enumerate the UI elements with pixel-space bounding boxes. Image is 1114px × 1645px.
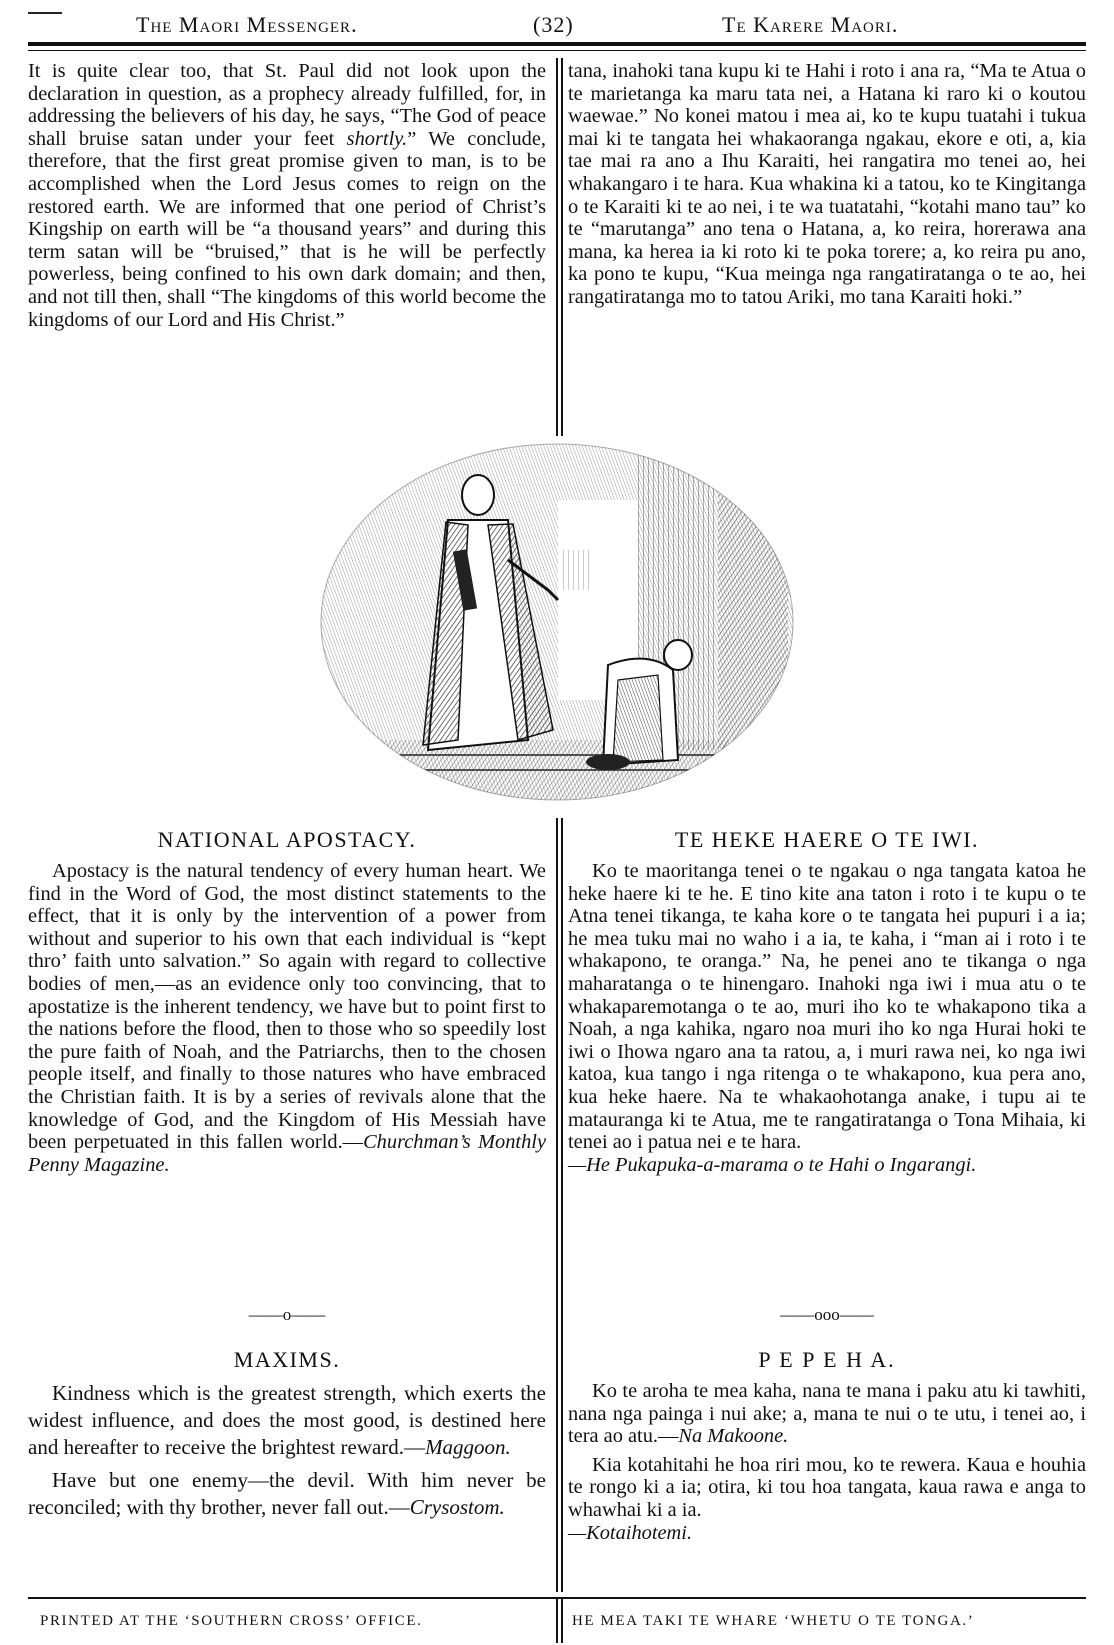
maxims-second-paragraph: Have but one enemy—the devil. With him never be reconciled; with thy brother, never fall out.—Crysostom. xyxy=(28,1468,546,1519)
footer-divider xyxy=(556,1599,563,1643)
pepeha-second-source: —Kotaihotemi. xyxy=(568,1521,693,1544)
maxims-heading: MAXIMS. xyxy=(233,1347,341,1372)
header-right-title: Te Karere Maori. xyxy=(722,12,899,37)
pepeha-heading: P E P E H A. xyxy=(758,1347,896,1372)
te-heke-heading: TE HEKE HAERE O TE IWI. xyxy=(674,827,980,852)
header-page-number: (32) xyxy=(533,12,574,37)
header-thin-rule xyxy=(28,50,1086,51)
national-apostacy-heading: NATIONAL APOSTACY. xyxy=(157,827,417,852)
engraving-illustration xyxy=(318,440,796,805)
top-maori-column xyxy=(568,60,1086,309)
right-section-divider: ——ooo—— xyxy=(780,1305,874,1324)
top-column-divider xyxy=(556,58,563,436)
pepeha-first-source: Na Makoone. xyxy=(678,1425,789,1448)
national-apostacy-body: Apostacy is the natural tendency of every human heart. We find in the Word of God, the most distinct statements to the effect, that it is only by the intervention of a power from without and superior to his own that each individual is “kept thro’ faith unto salvation.” So again with regard to collective bodies of men,—as an evidence only too convincing, that to apostatize is the inherent tendency, we have but to point first to the nations before the flood, then to those who so speedily lost the pure faith of Noah, and the Patriarchs, then to the chosen people itself, and finally to those natures who have embraced the Christian faith. It is by a series of revivals alone that the knowledge of God, and the Kingdom of His Messiah have been perpetuated in this fallen world.—Churchman’s Monthly Penny Magazine. xyxy=(28,860,546,1176)
maxims-first-paragraph: Kindness which is the greatest strength, which exerts the widest influence, and does the most good, is destined here and hereafter to receive the brightest reward.—Maggoon. xyxy=(28,1381,546,1459)
top-english-italic: shortly. xyxy=(346,127,408,150)
page-header xyxy=(28,4,1086,44)
footer-right-imprint: HE MEA TAKI TE WHARE ‘WHETU O TE TONGA.’ xyxy=(572,1613,975,1629)
top-maori-paragraph: tana, inahoki tana kupu ki te Hahi i roto i ana ra, “Ma te Atua o te marietanga ka maru tata nei, a Hatana ki raro ki o koutou waewae.” No konei matou i mea ai, ko te kupu tuatahi i tukua mai ki te tangata hei whakaoranga ngakau, ekore e oti, a, kia tae mai ra ano a Ihu Karaiti, hei rangatira mo tenei ao, hei whakangaro i te hara. Kua whakina ki a tatou, ko te Kingitanga o te Karaiti ki te ao nei, i te wa tuatatahi, “kotahi mano tau” ko te “marutanga” ano tena o Hatana, a, ko reira, horerawa ana mana, ka herea ia ki roto ki te poka torere; a, ko reira pu ano, ka pono te kupu, “Kua meinga nga rangatiratanga o te ao, hei rangatiratanga mo to tatou Ariki, mo tana Karaiti hoki.” xyxy=(568,60,1086,308)
pepeha-article xyxy=(568,1380,1086,1544)
national-apostacy-source: Churchman’s Monthly Penny Magazine. xyxy=(28,1131,546,1176)
main-column-divider xyxy=(556,818,563,1592)
header-ornament-line xyxy=(28,12,62,14)
top-english-column xyxy=(28,60,546,331)
pepeha-first-paragraph: Ko te aroha te mea kaha, nana te mana i paku atu ki tawhiti, nana nga painga i nui ake; a, mana te nui o te utu, i tenei ao, i tera ao atu.—Na Makoone. xyxy=(568,1380,1086,1448)
te-heke-body: Ko te maoritanga tenei o te ngakau o nga tangata katoa he heke haere ki te he. E tino kite ana taton i roto i te kupu o te Atna tenei tikanga, te kaha kore o te tangata hei pupuri i a ia; he mea tuku mai no waho i a ia, te kaha, i “man ai i roto i te whakapono, te oranga.” Na, he penei ano te tikanga o nga maharatanga o te hinengaro. Inahoki nga iwi i mua atu o te whakaparemotanga o te ao, muri iho ko te whakapono tika a Noah, a nga kahika, ngaro noa muri iho ko nga Hurai hoki te iwi o Ihowa ngaro ana ta ratou, a, i muri rawa nei, ko nga iwi katoa, kua tango i nga ritenga o te whakapono, kua pera ano, kua heke haere. Na te whakaohotanga anake, i tupu ai te matauranga ki te Atua, me te rangatiratanga o Tona Mihaia, ki tenei ao i patua nei e te hara. xyxy=(568,860,1086,1154)
footer-left-imprint: PRINTED AT THE ‘SOUTHERN CROSS’ OFFICE. xyxy=(40,1613,423,1629)
te-heke-article xyxy=(568,860,1086,1176)
pepeha-second-paragraph: Kia kotahitahi he hoa riri mou, ko te rewera. Kaua e houhia te rongo ki a ia; otira, ki tou hoa tangata, kaua rawa e anga to whawhai ki a ia. xyxy=(568,1453,1086,1521)
maxims-article xyxy=(28,1380,546,1521)
maxims-second-source: Crysostom. xyxy=(409,1495,505,1519)
national-apostacy-article xyxy=(28,860,546,1176)
top-english-paragraph: It is quite clear too, that St. Paul did not look upon the declaration in question, as a prophecy already fulfilled, for, in addressing the believers of his day, he says, “The God of peace shall bruise satan under your feet shortly.” We conclude, therefore, that the first great promise given to man, is to be accomplished when the Lord Jesus comes to reign on the restored earth. We are informed that one period of Christ’s Kingship on earth will be “a thousand years” and during this term satan will be “bruised,” that is he will be perfectly powerless, being confined to his own dark domain; and then, and not till then, shall “The kingdoms of this world become the kingdoms of our Lord and His Christ.” xyxy=(28,60,546,331)
left-section-divider: ——o—— xyxy=(248,1305,326,1324)
header-thick-rule xyxy=(28,42,1086,46)
engraving-prophet-and-kneeling-man-icon xyxy=(318,440,796,805)
te-heke-source: —He Pukapuka-a-marama o te Hahi o Ingarangi. xyxy=(568,1153,977,1176)
maxims-first-source: Maggoon. xyxy=(425,1435,511,1459)
header-left-title: The Maori Messenger. xyxy=(136,12,358,37)
